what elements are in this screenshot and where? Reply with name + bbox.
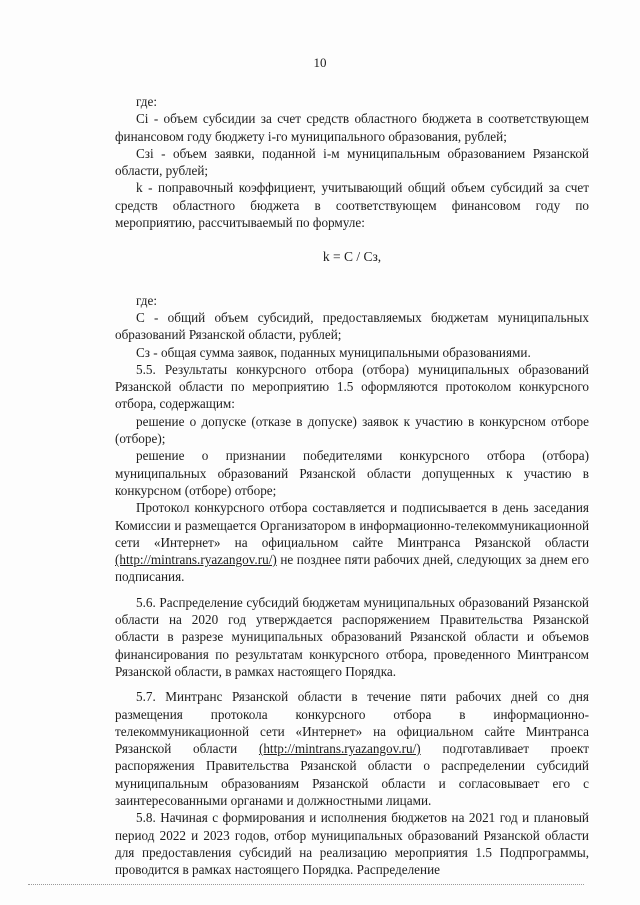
page-number: 10 [313, 55, 327, 70]
paragraph: где: [136, 292, 157, 308]
paragraph: решение о признании победителями конкурсного отбора (отбора) муниципальных образований Рязанской области допущенных к участию в конкурсном (отборе) отборе; [115, 448, 589, 498]
paragraph-gap [115, 680, 589, 688]
paragraph: решение о допуске (отказе в допуске) заявок к участию в конкурсном отборе (отборе); [115, 413, 589, 447]
document-body [115, 93, 589, 878]
paragraph: k - поправочный коэффициент, учитывающий общий объем субсидий за счет средств областного бюджета в соответствующем финансовом году по мероприятию, рассчитываемый по формуле: [115, 180, 589, 231]
paragraph: Cзi - объем заявки, поданной i-м муниципальным образованием Рязанской области, рублей; [115, 145, 589, 179]
paragraph: 5.5. Результаты конкурсного отбора (отбора) муниципальных образований Рязанской области по мероприятию 1.5 оформляются протоколом конкурсного отбора, содержащим: [115, 361, 589, 412]
paragraph: Ci - объем субсидии за счет средств областного бюджета в соответствующем финансовом году бюджету i-го муниципального образования, рублей; [115, 111, 589, 144]
website-link[interactable]: (http://mintrans.ryazangov.ru/) [258, 741, 421, 757]
paragraph: 5.6. Распределение субсидий бюджетам муниципальных образований Рязанской области на 2020 год утверждается распоряжением Правительства Рязанской области в разрезе муниципальных образований Рязанской области и объемов финансирования по результатам конкурсного отбора, проведенного Минтрансом Рязанской области, в рамках настоящего Порядка. [115, 594, 589, 679]
paragraph-text: Протокол конкурсного отбора составляется и подписывается в день заседания Комиссии и размещается Организатором в информационно-телекоммуникационной сети «Интернет» на официальном сайте Минтранса Рязанской области [115, 500, 589, 550]
paragraph: 5.8. Начиная с формирования и исполнения бюджетов на 2021 год и плановый период 2022 и 2023 годов, отбор муниципальных образований Рязанской области для предоставления субсидий на реализацию мероприятия 1.5 Подпрограммы, проводится в рамках настоящего Порядка. Распределение [115, 810, 589, 878]
website-link[interactable]: (http://mintrans.ryazangov.ru/) [115, 552, 277, 568]
paragraph-text: подготавливает проект распоряжения Правительства Рязанской области о распределении субсидий муниципальным образованиям Рязанской области и согласовывает его с заинтересованными органами и должностными лицами. [115, 741, 590, 808]
paragraph [115, 499, 589, 585]
paragraph: где: [136, 94, 157, 109]
bottom-rule [28, 884, 584, 885]
paragraph: C - общий объем субсидий, предоставляемых бюджетам муниципальных образований Рязанской области, рублей; [115, 309, 589, 343]
formula: k = C / Cз, [322, 249, 382, 265]
paragraph [115, 688, 589, 809]
paragraph-text: 5.7. Минтранс Рязанской области в течение пяти рабочих дней со дня размещения протокола конкурсного отбора в информационно-телекоммуникационной сети «Интернет» на официальном сайте Минтранса Рязанской области [115, 689, 589, 757]
paragraph-text: не позднее пяти рабочих дней, следующих за днем его подписания. [115, 552, 590, 585]
paragraph: Cз - общая сумма заявок, поданных муниципальными образованиями. [136, 344, 531, 360]
paragraph-gap [115, 586, 589, 594]
